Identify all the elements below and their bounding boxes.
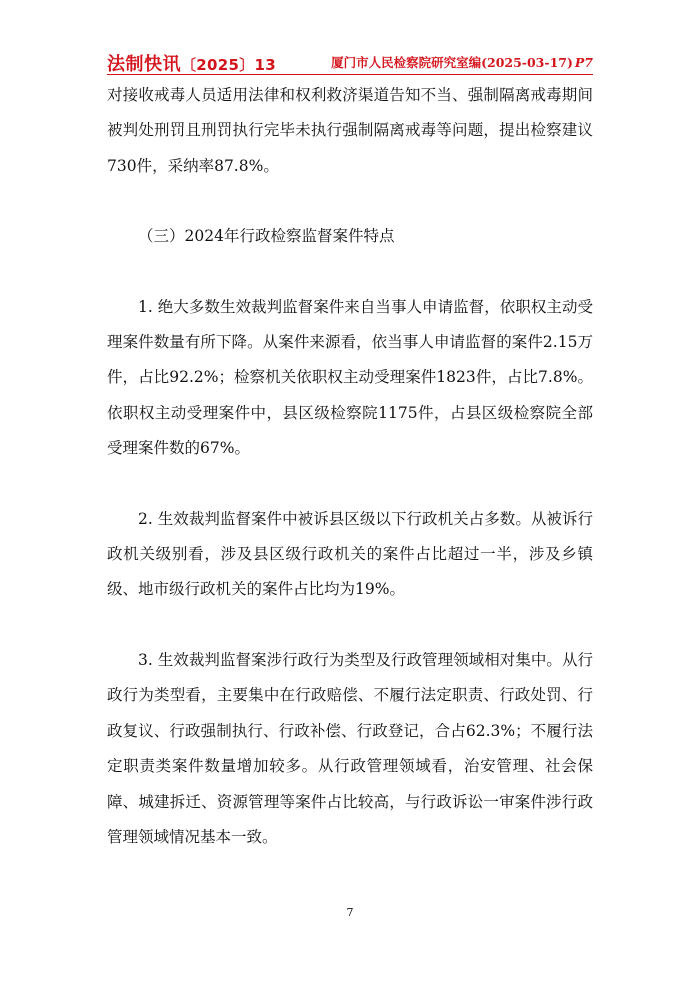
page-header — [107, 50, 593, 76]
paragraph-point-3: 3. 生效裁判监督案涉行政行为类型及行政管理领域相对集中。从行政行为类型看，主要集中在行政赔偿、不履行法定职责、行政处罚、行政复议、行政强制执行、行政补偿、行政登记，合占62.3%；不履行法定职责类案件数量增加较多。从行政管理领域看，治安管理、社会保障、城建拆迁、资源管理等案件占比较高，与行政诉讼一审案件涉行政管理领域情况基本一致。 — [107, 650, 593, 846]
header-source — [331, 53, 593, 71]
header-divider — [107, 74, 593, 75]
newsletter-brand: 法制快讯 — [107, 54, 181, 75]
header-page-tag: P7 — [574, 55, 593, 70]
section-heading: （三）2024年行政检察监督案件特点 — [138, 227, 395, 246]
document-body — [107, 78, 593, 855]
issue-number: 〔2025〕13 — [181, 56, 277, 74]
paragraph-point-1: 1. 绝大多数生效裁判监督案件来自当事人申请监督，依职权主动受理案件数量有所下降。从案件来源看，依当事人申请监督的案件2.15万件，占比92.2%；检察机关依职权主动受理案件1823件，占比7.8%。依职权主动受理案件中，县区级检察院1175件，占县区级检察院全部受理案件数的67%。 — [107, 297, 593, 458]
paragraph-continuation: 对接收戒毒人员适用法律和权利救济渠道告知不当、强制隔离戒毒期间被判处刑罚且刑罚执行完毕未执行强制隔离戒毒等问题，提出检察建议730件，采纳率87.8%。 — [107, 86, 593, 175]
editor-credit: 厦门市人民检察院研究室编(2025-03-17) — [331, 55, 573, 70]
paragraph-point-2: 2. 生效裁判监督案件中被诉县区级以下行政机关占多数。从被诉行政机关级别看，涉及县区级行政机关的案件占比超过一半，涉及乡镇级、地市级行政机关的案件占比均为19%。 — [107, 509, 593, 599]
newsletter-title — [107, 50, 276, 76]
page-number: 7 — [346, 906, 354, 919]
